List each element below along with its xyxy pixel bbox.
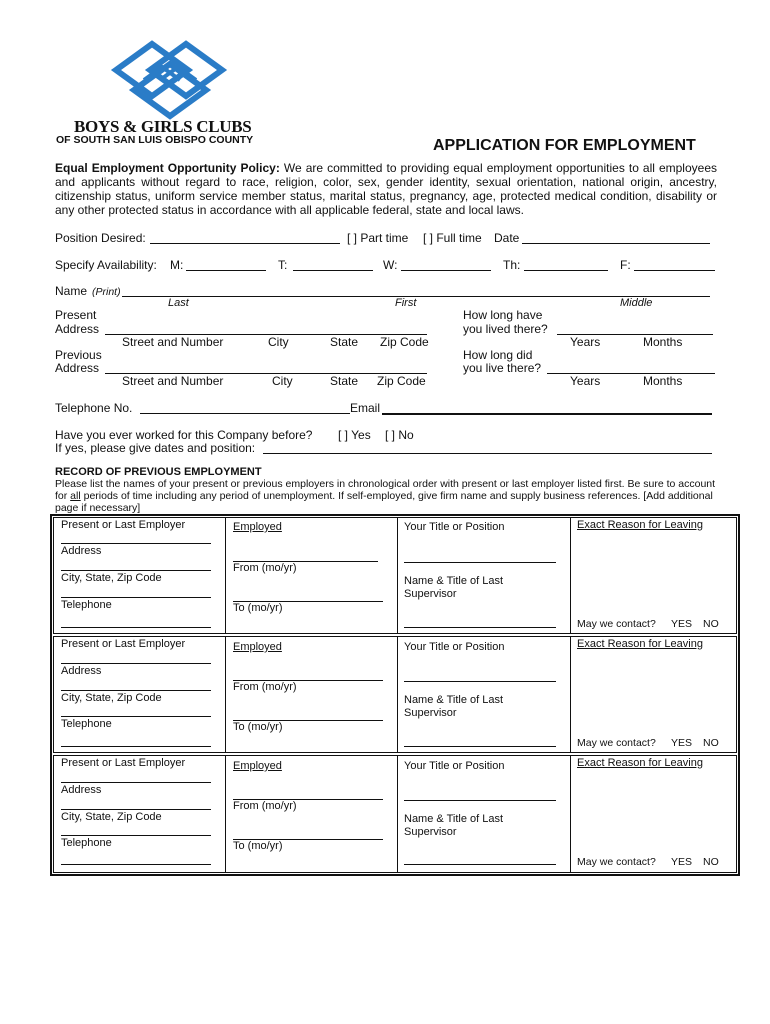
name-first-caption: First [395,297,417,309]
previous-howlong-label-2: you live there? [463,361,542,375]
column-divider [225,517,226,634]
employed-label: Employed [233,641,282,653]
telephone-field[interactable] [140,413,350,414]
policy-text: We are committed to providing equal employment opportunities to all employees and applicants without regard to race, religion, color, sex, gender identity, sexual orientation, national origin, ancestry, citizenship status, uniform service member status, marital status, pregnancy, age, protected medical condition, disability or any other protected status in accordance with all applicable federal, state and local laws. [55,161,717,217]
employer-telephone-field[interactable] [61,746,211,747]
worked-before-no[interactable]: [ ] No [385,428,414,442]
to-label: To (mo/yr) [233,840,283,852]
employer-city-label: City, State, Zip Code [61,811,162,823]
title-label: Your Title or Position [404,760,505,772]
employer-telephone-label: Telephone [61,718,112,730]
avail-t-label: T: [278,258,288,272]
org-subtitle: OF SOUTH SAN LUIS OBISPO COUNTY [56,134,254,146]
position-field[interactable] [150,243,340,244]
supervisor-field[interactable] [404,627,556,628]
from-label: From (mo/yr) [233,800,297,812]
employer-field[interactable] [61,543,211,544]
name-last-caption: Last [168,297,189,309]
telephone-label: Telephone No. [55,401,133,415]
employer-address-label: Address [61,545,102,557]
present-state-caption: State [330,335,359,349]
avail-m-label: M: [170,258,184,272]
title-field[interactable] [404,562,556,563]
supervisor-field[interactable] [404,746,556,747]
contact-yes-option[interactable]: YES [671,856,693,868]
name-print-hint: (Print) [92,286,121,298]
from-label: From (mo/yr) [233,562,297,574]
name-label: Name [55,284,88,298]
previous-label: Previous [55,348,102,362]
date-label: Date [494,231,520,245]
avail-th-label: Th: [503,258,521,272]
employer-telephone-label: Telephone [61,599,112,611]
present-months-caption: Months [643,335,683,349]
from-label: From (mo/yr) [233,681,297,693]
previous-years-caption: Years [570,374,601,388]
employed-label: Employed [233,521,282,533]
present-label: Present [55,308,97,322]
employer-field[interactable] [61,663,211,664]
avail-f-label: F: [620,258,631,272]
employer-address-label: Address [61,784,102,796]
record-instructions [55,478,717,514]
policy-heading: Equal Employment Opportunity Policy: [55,161,280,175]
present-street-caption: Street and Number [122,335,224,349]
employer-label: Present or Last Employer [61,638,186,650]
name-middle-caption: Middle [620,297,653,309]
column-divider [570,517,571,634]
to-label: To (mo/yr) [233,602,283,614]
full-time-checkbox[interactable]: [ ] Full time [423,231,482,245]
title-field[interactable] [404,800,556,801]
supervisor-label-2: Supervisor [404,826,457,838]
may-contact-label: May we contact? [577,618,656,630]
present-city-caption: City [268,335,289,349]
column-divider [397,636,398,753]
previous-street-caption: Street and Number [122,374,224,388]
employer-field[interactable] [61,782,211,783]
avail-t-field[interactable] [293,270,373,271]
employer-telephone-field[interactable] [61,864,211,865]
column-divider [397,517,398,634]
eeo-policy [55,161,717,217]
supervisor-label-2: Supervisor [404,588,457,600]
column-divider [225,755,226,873]
employer-city-field[interactable] [61,716,211,717]
previous-zip-caption: Zip Code [377,374,426,388]
record-text-all: all [70,490,81,502]
employer-city-label: City, State, Zip Code [61,572,162,584]
record-text-1: Please list the names of your present or previous employers in chronological order with present or last employer listed first. Be sure to account for [55,478,716,502]
supervisor-label: Name & Title of Last [404,813,504,825]
employer-label: Present or Last Employer [61,519,186,531]
avail-m-field[interactable] [186,270,266,271]
part-time-checkbox[interactable]: [ ] Part time [347,231,409,245]
email-field[interactable] [382,413,712,415]
title-label: Your Title or Position [404,521,505,533]
clubs-logo-icon [110,40,230,122]
record-text-2: periods of time including any period of unemployment. If self-employed, give firm name and supply business references. [Add additional page if necessary] [55,490,713,514]
worked-before-yes[interactable]: [ ] Yes [338,428,371,442]
title-label: Your Title or Position [404,641,505,653]
column-divider [225,636,226,753]
employer-telephone-label: Telephone [61,837,112,849]
page-title: APPLICATION FOR EMPLOYMENT [433,137,696,154]
previous-howlong-label: How long did [463,348,533,362]
employer-label: Present or Last Employer [61,757,186,769]
previous-state-caption: State [330,374,359,388]
availability-label: Specify Availability: [55,258,157,272]
worked-before-dates-field[interactable] [263,453,712,454]
column-divider [570,636,571,753]
present-howlong-label-2: you lived there? [463,322,548,336]
avail-w-label: W: [383,258,398,272]
present-years-caption: Years [570,335,601,349]
supervisor-field[interactable] [404,864,556,865]
column-divider [570,755,571,873]
reason-label: Exact Reason for Leaving [577,519,703,531]
contact-yes-option[interactable]: YES [671,737,693,749]
employer-telephone-field[interactable] [61,627,211,628]
reason-label: Exact Reason for Leaving [577,757,703,769]
may-contact-label: May we contact? [577,737,656,749]
supervisor-label-2: Supervisor [404,707,457,719]
worked-before-question: Have you ever worked for this Company before? [55,428,313,442]
employer-address-field[interactable] [61,809,211,810]
may-contact-label: May we contact? [577,856,656,868]
employer-city-field[interactable] [61,835,211,836]
employer-address-field[interactable] [61,690,211,691]
contact-no-option[interactable]: NO [703,856,719,868]
avail-f-field[interactable] [634,270,715,271]
record-heading: RECORD OF PREVIOUS EMPLOYMENT [55,466,262,478]
supervisor-label: Name & Title of Last [404,694,504,706]
employer-city-field[interactable] [61,597,211,598]
contact-no-option[interactable]: NO [703,737,719,749]
employer-address-label: Address [61,665,102,677]
present-address-label: Address [55,322,100,336]
org-name: BOYS & GIRLS CLUBS [74,117,252,136]
contact-yes-option[interactable]: YES [671,618,693,630]
date-field[interactable] [522,243,710,244]
column-divider [397,755,398,873]
email-label: Email [350,401,381,415]
supervisor-label: Name & Title of Last [404,575,504,587]
present-zip-caption: Zip Code [380,335,429,349]
employed-label: Employed [233,760,282,772]
employer-city-label: City, State, Zip Code [61,692,162,704]
position-label: Position Desired: [55,231,146,245]
employer-address-field[interactable] [61,570,211,571]
to-label: To (mo/yr) [233,721,283,733]
previous-months-caption: Months [643,374,683,388]
title-field[interactable] [404,681,556,682]
present-howlong-label: How long have [463,308,543,322]
previous-address-label: Address [55,361,100,375]
avail-w-field[interactable] [401,270,491,271]
worked-before-dates-label: If yes, please give dates and position: [55,441,256,455]
reason-label: Exact Reason for Leaving [577,638,703,650]
contact-no-option[interactable]: NO [703,618,719,630]
previous-city-caption: City [272,374,293,388]
avail-th-field[interactable] [524,270,608,271]
